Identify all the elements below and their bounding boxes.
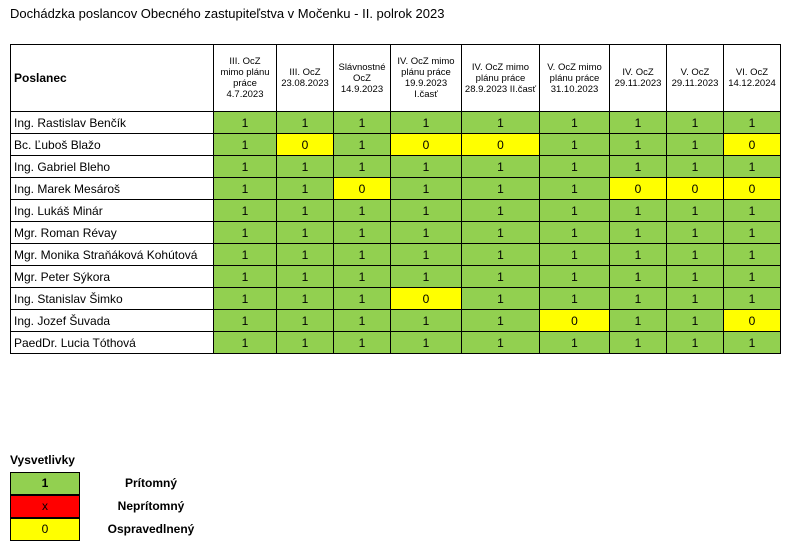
attendance-cell: 1 [610, 156, 667, 178]
column-header-line: Slávnostné [338, 61, 386, 73]
attendance-cell: 1 [214, 244, 277, 266]
column-header-line: 14.9.2023 [340, 83, 384, 95]
column-header-line: 23.08.2023 [281, 78, 329, 89]
attendance-cell: 1 [667, 288, 724, 310]
column-header-3 [334, 45, 391, 112]
attendance-cell: 1 [462, 178, 540, 200]
attendance-cell: 1 [277, 266, 334, 288]
attendance-cell: 1 [391, 266, 462, 288]
column-header-5 [462, 45, 540, 112]
column-header-line: IV. OcZ mimo [471, 61, 530, 73]
attendance-cell: 0 [610, 178, 667, 200]
attendance-cell: 1 [214, 134, 277, 156]
attendance-cell: 1 [334, 200, 391, 222]
table-row [11, 156, 781, 178]
attendance-cell: 1 [462, 112, 540, 134]
attendance-cell: 1 [391, 332, 462, 354]
legend-title: Vysvetlivky [10, 453, 75, 467]
column-header-2 [277, 45, 334, 112]
member-name: Mgr. Monika Straňáková Kohútová [11, 244, 214, 266]
column-header-line: mimo plánu [220, 67, 270, 78]
attendance-cell: 1 [610, 288, 667, 310]
legend-absent-swatch: x [10, 495, 80, 518]
column-header-6 [540, 45, 610, 112]
attendance-cell: 1 [391, 112, 462, 134]
header-row [11, 45, 781, 112]
attendance-cell: 1 [667, 266, 724, 288]
column-header-7 [610, 45, 667, 112]
legend-present-label: Prítomný [124, 476, 177, 490]
legend-excused-label: Ospravedlnený [107, 522, 195, 536]
column-header-line: V. OcZ mimo [547, 61, 602, 73]
member-name: Ing. Stanislav Šimko [11, 288, 214, 310]
column-header-line: 19.9.2023 [404, 78, 448, 89]
column-header-line: 28.9.2023 II.časť [464, 83, 537, 95]
attendance-cell: 1 [334, 134, 391, 156]
legend-present-swatch: 1 [10, 472, 80, 495]
table-body [11, 112, 781, 354]
legend-item-absent [10, 495, 185, 518]
attendance-cell: 1 [214, 222, 277, 244]
column-header-line: plánu práce [549, 72, 600, 84]
attendance-cell: 1 [610, 134, 667, 156]
attendance-cell: 1 [334, 332, 391, 354]
attendance-cell: 1 [540, 222, 610, 244]
attendance-cell: 1 [724, 200, 781, 222]
attendance-cell: 1 [334, 266, 391, 288]
column-header-line: V. OcZ [680, 67, 710, 78]
member-name: Mgr. Roman Révay [11, 222, 214, 244]
member-name: Ing. Rastislav Benčík [11, 112, 214, 134]
attendance-cell: 0 [334, 178, 391, 200]
page-title: Dochádzka poslancov Obecného zastupiteľstva v Močenku - II. polrok 2023 [10, 6, 445, 21]
table-row [11, 178, 781, 200]
attendance-cell: 1 [277, 288, 334, 310]
table-row [11, 112, 781, 134]
attendance-cell: 1 [277, 332, 334, 354]
attendance-cell: 1 [277, 156, 334, 178]
attendance-cell: 1 [391, 244, 462, 266]
table-row [11, 266, 781, 288]
attendance-cell: 0 [667, 178, 724, 200]
table-row [11, 200, 781, 222]
attendance-cell: 1 [214, 266, 277, 288]
name-column-header: Poslanec [11, 45, 214, 112]
attendance-cell: 1 [462, 222, 540, 244]
attendance-cell: 1 [724, 288, 781, 310]
attendance-cell: 1 [334, 112, 391, 134]
column-header-line: 14.12.2024 [728, 78, 776, 89]
column-header-line: OcZ [353, 72, 371, 84]
attendance-cell: 1 [214, 156, 277, 178]
attendance-cell: 1 [277, 112, 334, 134]
attendance-cell: 1 [667, 134, 724, 156]
attendance-cell: 1 [391, 222, 462, 244]
attendance-cell: 1 [540, 288, 610, 310]
member-name: Ing. Gabriel Bleho [11, 156, 214, 178]
legend-excused-swatch: 0 [10, 518, 80, 541]
column-header-line: VI. OcZ [735, 67, 769, 78]
attendance-cell: 1 [462, 156, 540, 178]
attendance-cell: 1 [667, 200, 724, 222]
legend [10, 453, 195, 541]
attendance-cell: 1 [391, 310, 462, 332]
attendance-cell: 1 [391, 200, 462, 222]
column-header-line: III. OcZ [229, 56, 261, 67]
attendance-cell: 1 [214, 332, 277, 354]
attendance-cell: 1 [610, 332, 667, 354]
column-header-line: III. OcZ [289, 67, 321, 78]
column-header-8 [667, 45, 724, 112]
column-header-line: plánu práce [475, 72, 526, 84]
column-header-line: 29.11.2023 [614, 78, 662, 89]
column-header-1 [214, 45, 277, 112]
attendance-cell: 1 [334, 222, 391, 244]
legend-item-excused [10, 518, 195, 541]
attendance-cell: 1 [334, 156, 391, 178]
table-row [11, 244, 781, 266]
member-name: Mgr. Peter Sýkora [11, 266, 214, 288]
attendance-cell: 0 [540, 310, 610, 332]
attendance-cell: 1 [540, 332, 610, 354]
column-header-line: I.časť [414, 89, 438, 100]
table-row [11, 134, 781, 156]
table-row [11, 310, 781, 332]
attendance-cell: 1 [667, 156, 724, 178]
column-header-4 [391, 45, 462, 112]
attendance-cell: 1 [214, 200, 277, 222]
attendance-cell: 1 [277, 178, 334, 200]
attendance-cell: 1 [610, 266, 667, 288]
attendance-cell: 1 [724, 112, 781, 134]
attendance-cell: 1 [724, 332, 781, 354]
attendance-cell: 1 [462, 310, 540, 332]
attendance-cell: 1 [724, 156, 781, 178]
attendance-cell: 1 [724, 222, 781, 244]
attendance-cell: 1 [667, 222, 724, 244]
attendance-cell: 1 [334, 310, 391, 332]
attendance-cell: 1 [540, 178, 610, 200]
attendance-cell: 1 [724, 244, 781, 266]
attendance-cell: 1 [277, 222, 334, 244]
column-header-line: IV. OcZ mimo [397, 56, 455, 67]
column-header-line: 29.11.2023 [671, 78, 719, 89]
attendance-cell: 1 [667, 244, 724, 266]
column-header-9 [724, 45, 781, 112]
member-name: PaedDr. Lucia Tóthová [11, 332, 214, 354]
attendance-cell: 1 [610, 310, 667, 332]
attendance-cell: 1 [462, 332, 540, 354]
attendance-cell: 0 [724, 134, 781, 156]
attendance-cell: 0 [724, 310, 781, 332]
attendance-cell: 1 [214, 310, 277, 332]
attendance-cell: 1 [277, 310, 334, 332]
attendance-cell: 1 [214, 178, 277, 200]
table-row [11, 222, 781, 244]
column-header-line: práce [233, 78, 257, 89]
attendance-cell: 1 [391, 156, 462, 178]
attendance-cell: 1 [334, 288, 391, 310]
attendance-cell: 1 [610, 200, 667, 222]
attendance-cell: 1 [462, 266, 540, 288]
attendance-cell: 0 [391, 134, 462, 156]
member-name: Ing. Lukáš Minár [11, 200, 214, 222]
attendance-table [10, 44, 781, 354]
attendance-cell: 1 [540, 244, 610, 266]
attendance-cell: 1 [277, 200, 334, 222]
column-header-line: 31.10.2023 [550, 83, 599, 95]
attendance-cell: 1 [462, 288, 540, 310]
member-name: Bc. Ľuboš Blažo [11, 134, 214, 156]
column-header-line: IV. OcZ [622, 67, 654, 78]
attendance-cell: 1 [667, 332, 724, 354]
attendance-cell: 1 [610, 112, 667, 134]
table-row [11, 332, 781, 354]
attendance-cell: 1 [277, 244, 334, 266]
member-name: Ing. Marek Mesároš [11, 178, 214, 200]
attendance-cell: 1 [462, 200, 540, 222]
attendance-cell: 0 [724, 178, 781, 200]
legend-item-present [10, 472, 177, 495]
attendance-cell: 1 [214, 288, 277, 310]
attendance-cell: 1 [214, 112, 277, 134]
attendance-cell: 0 [277, 134, 334, 156]
attendance-cell: 1 [667, 310, 724, 332]
attendance-cell: 0 [462, 134, 540, 156]
attendance-cell: 1 [540, 266, 610, 288]
attendance-cell: 0 [391, 288, 462, 310]
attendance-cell: 1 [540, 134, 610, 156]
attendance-cell: 1 [391, 178, 462, 200]
attendance-cell: 1 [610, 244, 667, 266]
attendance-cell: 1 [724, 266, 781, 288]
attendance-cell: 1 [540, 112, 610, 134]
table-row [11, 288, 781, 310]
attendance-cell: 1 [667, 112, 724, 134]
member-name: Ing. Jozef Šuvada [11, 310, 214, 332]
column-header-line: 4.7.2023 [226, 89, 264, 100]
attendance-cell: 1 [540, 156, 610, 178]
attendance-cell: 1 [462, 244, 540, 266]
attendance-cell: 1 [540, 200, 610, 222]
attendance-cell: 1 [610, 222, 667, 244]
legend-absent-label: Neprítomný [117, 499, 185, 513]
column-header-line: plánu práce [401, 67, 451, 78]
attendance-cell: 1 [334, 244, 391, 266]
